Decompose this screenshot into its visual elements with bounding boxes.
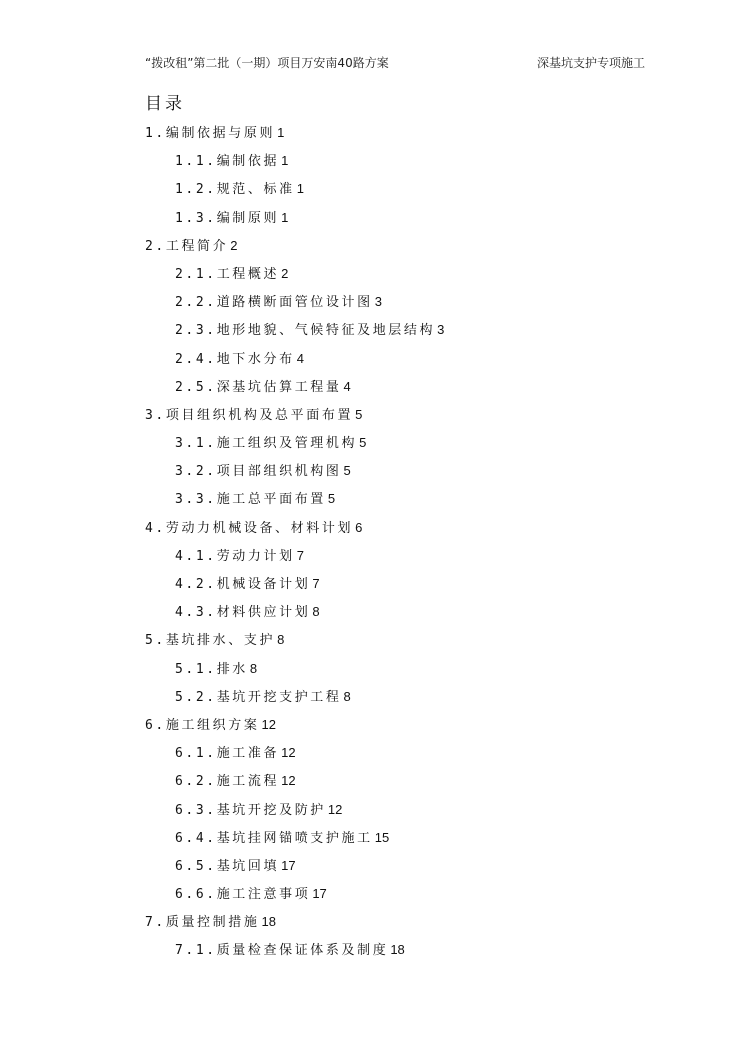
toc-entry-page: 8 [277, 632, 285, 648]
toc-entry-page: 5 [327, 491, 336, 507]
toc-section[interactable] [0, 123, 744, 151]
toc-entry-page: 12 [281, 745, 296, 761]
toc-entry-title: 1.3.编制原则 [175, 210, 280, 226]
toc-section[interactable] [0, 715, 744, 743]
toc-entry-page: 7 [312, 576, 320, 591]
toc-entry-title: 2.1.工程概述 [175, 266, 280, 282]
toc-entry-page: 12 [281, 773, 296, 789]
toc-entry-title: 2.3.地形地貌、气候特征及地层结构 [175, 323, 436, 339]
toc-entry-title: 7.质量控制措施 [145, 915, 260, 931]
toc-entry-title: 6.6.施工注意事项 [175, 887, 311, 903]
toc-entry-title: 6.3.基坑开挖及防护 [175, 802, 326, 818]
toc-entry-page: 5 [355, 406, 363, 422]
toc-section[interactable] [0, 630, 744, 658]
toc-entry-page: 7 [296, 547, 304, 563]
toc-entry-page: 18 [261, 914, 276, 930]
toc-entry-title: 5.1.排水 [175, 661, 248, 677]
toc-subsection[interactable] [0, 489, 744, 517]
toc-entry-title: 1.2.规范、标准 [175, 182, 295, 198]
toc-entry-page: 2 [230, 237, 238, 253]
toc-entry-page: 12 [327, 801, 343, 817]
toc-entry-page: 2 [281, 265, 289, 281]
toc-subsection[interactable] [0, 151, 744, 179]
toc-subsection[interactable] [0, 771, 744, 799]
toc-entry-page: 15 [374, 829, 390, 845]
toc-entry-title: 4.劳动力机械设备、材料计划 [145, 520, 354, 536]
toc-entry-title: 2.2.道路横断面管位设计图 [175, 295, 373, 311]
toc-entry-page: 5 [359, 435, 367, 451]
toc-entry-page: 1 [277, 125, 285, 140]
toc-subsection[interactable] [0, 264, 744, 292]
toc-entry-page: 1 [281, 209, 289, 225]
toc-entry-title: 3.2.项目部组织机构图 [175, 464, 342, 480]
toc-subsection[interactable] [0, 743, 744, 771]
toc-entry-page: 8 [249, 660, 258, 676]
toc-entry-title: 5.基坑排水、支护 [145, 633, 276, 649]
toc-entry-page: 4 [343, 378, 351, 394]
toc-entry-page: 17 [281, 857, 296, 873]
toc-entry-page: 5 [343, 463, 351, 479]
toc-subsection[interactable] [0, 940, 744, 968]
header-left: “拨改租”第二批（一期）项目万安南40路方案 [145, 56, 389, 70]
toc-subsection[interactable] [0, 433, 744, 461]
toc-entry-title: 3.1.施工组织及管理机构 [175, 436, 358, 452]
toc-section[interactable] [0, 912, 744, 940]
toc-entry-title: 4.2.机械设备计划 [175, 577, 311, 592]
toc-entry-page: 8 [312, 604, 320, 620]
toc-entry-page: 6 [355, 519, 363, 535]
toc-subsection[interactable] [0, 828, 744, 856]
toc-entry-title: 6.1.施工准备 [175, 746, 280, 762]
toc-entry-title: 6.2.施工流程 [175, 774, 280, 790]
toc-section[interactable] [0, 236, 744, 264]
toc-title: 目录 [145, 94, 185, 114]
toc-entry-title: 3.项目组织机构及总平面布置 [145, 407, 354, 423]
toc-entry-title: 2.5.深基坑估算工程量 [175, 379, 342, 395]
toc-section[interactable] [0, 518, 744, 546]
toc-subsection[interactable] [0, 546, 744, 574]
toc-subsection[interactable] [0, 349, 744, 377]
toc-subsection[interactable] [0, 687, 744, 715]
toc-subsection[interactable] [0, 602, 744, 630]
toc-entry-page: 18 [390, 942, 405, 958]
table-of-contents [0, 123, 744, 969]
header-right: 深基坑支护专项施工 [537, 56, 646, 70]
toc-entry-title: 4.3.材料供应计划 [175, 605, 311, 621]
toc-subsection[interactable] [0, 461, 744, 489]
toc-subsection[interactable] [0, 208, 744, 236]
toc-entry-title: 1.1.编制依据 [175, 154, 280, 170]
toc-entry-title: 6.施工组织方案 [145, 717, 260, 733]
toc-entry-title: 5.2.基坑开挖支护工程 [175, 689, 342, 705]
toc-entry-title: 7.1.质量检查保证体系及制度 [175, 943, 389, 959]
toc-entry-page: 4 [296, 350, 304, 366]
toc-entry-title: 6.4.基坑挂网锚喷支护施工 [175, 830, 373, 846]
toc-entry-title: 2.工程简介 [145, 238, 229, 254]
toc-entry-page: 1 [296, 181, 304, 197]
toc-subsection[interactable] [0, 574, 744, 602]
toc-entry-title: 6.5.基坑回填 [175, 858, 280, 874]
toc-entry-page: 17 [312, 886, 327, 902]
toc-entry-title: 2.4.地下水分布 [175, 351, 295, 367]
toc-subsection[interactable] [0, 377, 744, 405]
toc-entry-title: 4.1.劳动力计划 [175, 548, 295, 564]
toc-subsection[interactable] [0, 856, 744, 884]
toc-subsection[interactable] [0, 884, 744, 912]
toc-entry-page: 3 [374, 294, 382, 310]
toc-entry-page: 3 [437, 322, 445, 338]
toc-subsection[interactable] [0, 179, 744, 207]
toc-subsection[interactable] [0, 292, 744, 320]
toc-entry-page: 12 [261, 716, 276, 732]
toc-subsection[interactable] [0, 320, 744, 348]
toc-entry-page: 8 [343, 688, 351, 704]
toc-section[interactable] [0, 405, 744, 433]
toc-entry-title: 3.3.施工总平面布置 [175, 492, 326, 508]
toc-entry-title: 1.编制依据与原则 [145, 126, 276, 141]
toc-subsection[interactable] [0, 659, 744, 687]
toc-subsection[interactable] [0, 800, 744, 828]
toc-entry-page: 1 [281, 153, 289, 169]
